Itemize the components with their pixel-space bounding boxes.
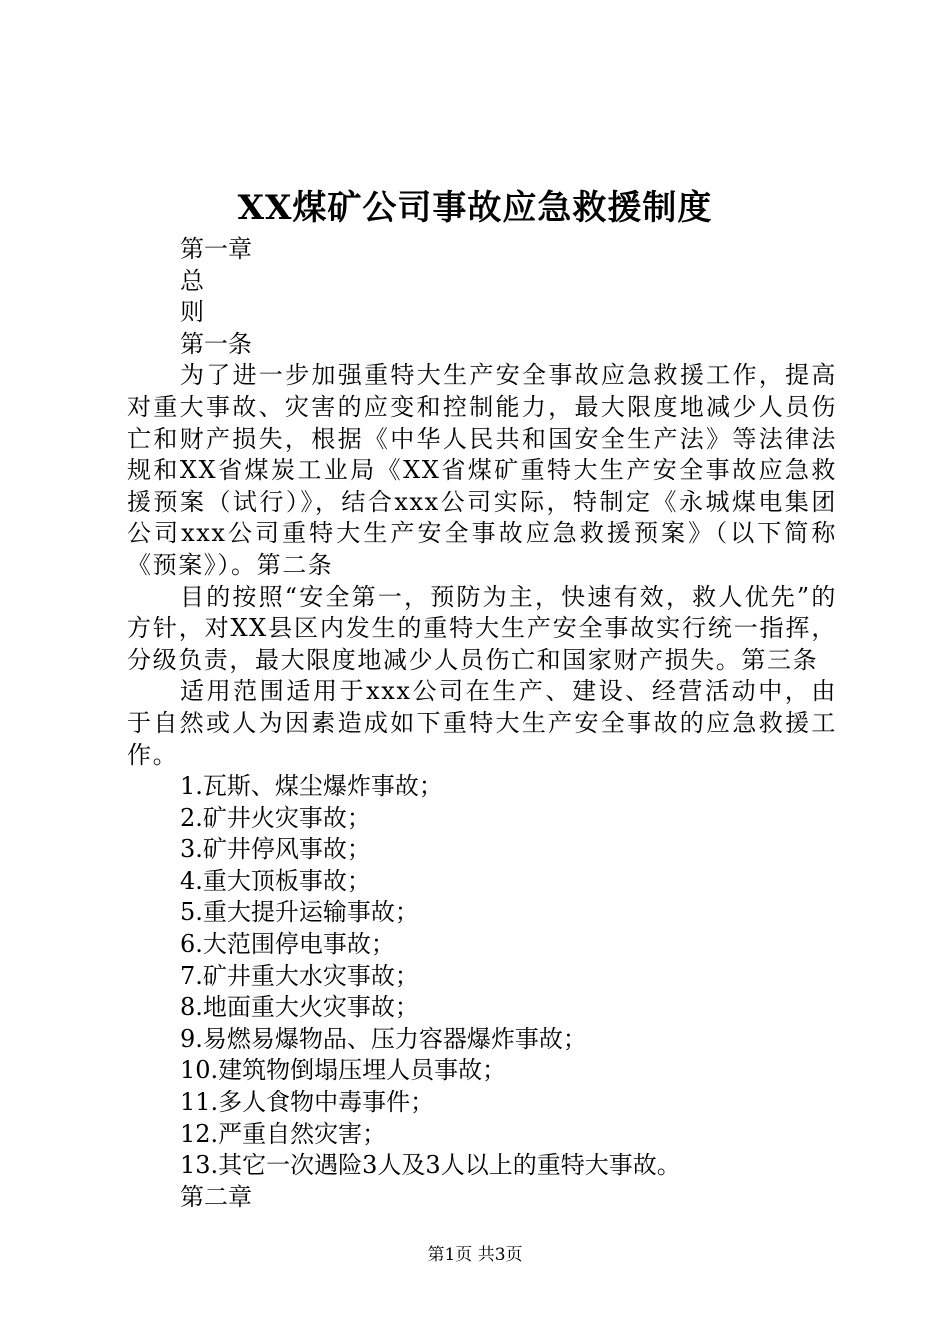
list-item: 2.矿井火灾事故； [180,803,371,832]
list-item: 11.多人食物中毒事件； [180,1088,435,1117]
article-label: 第一条 [180,329,252,358]
article-paragraph: 目的按照“安全第一，预防为主，快速有效，救人优先”的方针，对XX县区内发生的重特大生产安全事故实行统一指挥，分级负责，最大限度地减少人员伤亡和国家财产损失。第三条 [127,582,837,674]
list-item: 5.重大提升运输事故； [180,898,419,927]
list-item: 1.瓦斯、煤尘爆炸事故； [180,772,443,801]
document-body [127,234,837,1213]
list-item: 4.重大顶板事故； [180,866,371,895]
list-item: 9.易燃易爆物品、压力容器爆炸事故； [180,1024,587,1053]
list-item: 7.矿井重大水灾事故； [180,961,419,990]
chapter-heading: 第二章 [180,1182,252,1211]
chapter-heading: 第一章 [180,235,252,263]
list-item: 8.地面重大火灾事故； [180,993,419,1022]
chapter-name-part: 总 [180,266,204,295]
document-title: XX煤矿公司事故应急救援制度 [237,188,713,228]
list-item: 12.严重自然灾害； [180,1119,387,1148]
list-item: 6.大范围停电事故； [180,930,395,959]
article-paragraph: 适用范围适用于xxx公司在生产、建设、经营活动中，由于自然或人为因素造成如下重特大生产安全事故的应急救援工作。 [127,677,837,769]
page-number: 第1页 共3页 [427,1245,523,1265]
chapter-name-part: 则 [180,298,204,327]
list-item: 13.其它一次遇险3人及3人以上的重特大事故。 [180,1151,681,1180]
list-item: 3.矿井停风事故； [180,835,371,864]
article-paragraph: 为了进一步加强重特大生产安全事故应急救援工作，提高对重大事故、灾害的应变和控制能力，最大限度地减少人员伤亡和财产损失，根据《中华人民共和国安全生产法》等法律法规和XX省煤炭工业局《XX省煤矿重特大生产安全事故应急救援预案（试行）》，结合xxx公司实际，特制定《永城煤电集团公司xxx公司重特大生产安全事故应急救援预案》（以下简称《预案》）。第二条 [127,361,837,579]
list-item: 10.建筑物倒塌压埋人员事故； [180,1056,507,1085]
